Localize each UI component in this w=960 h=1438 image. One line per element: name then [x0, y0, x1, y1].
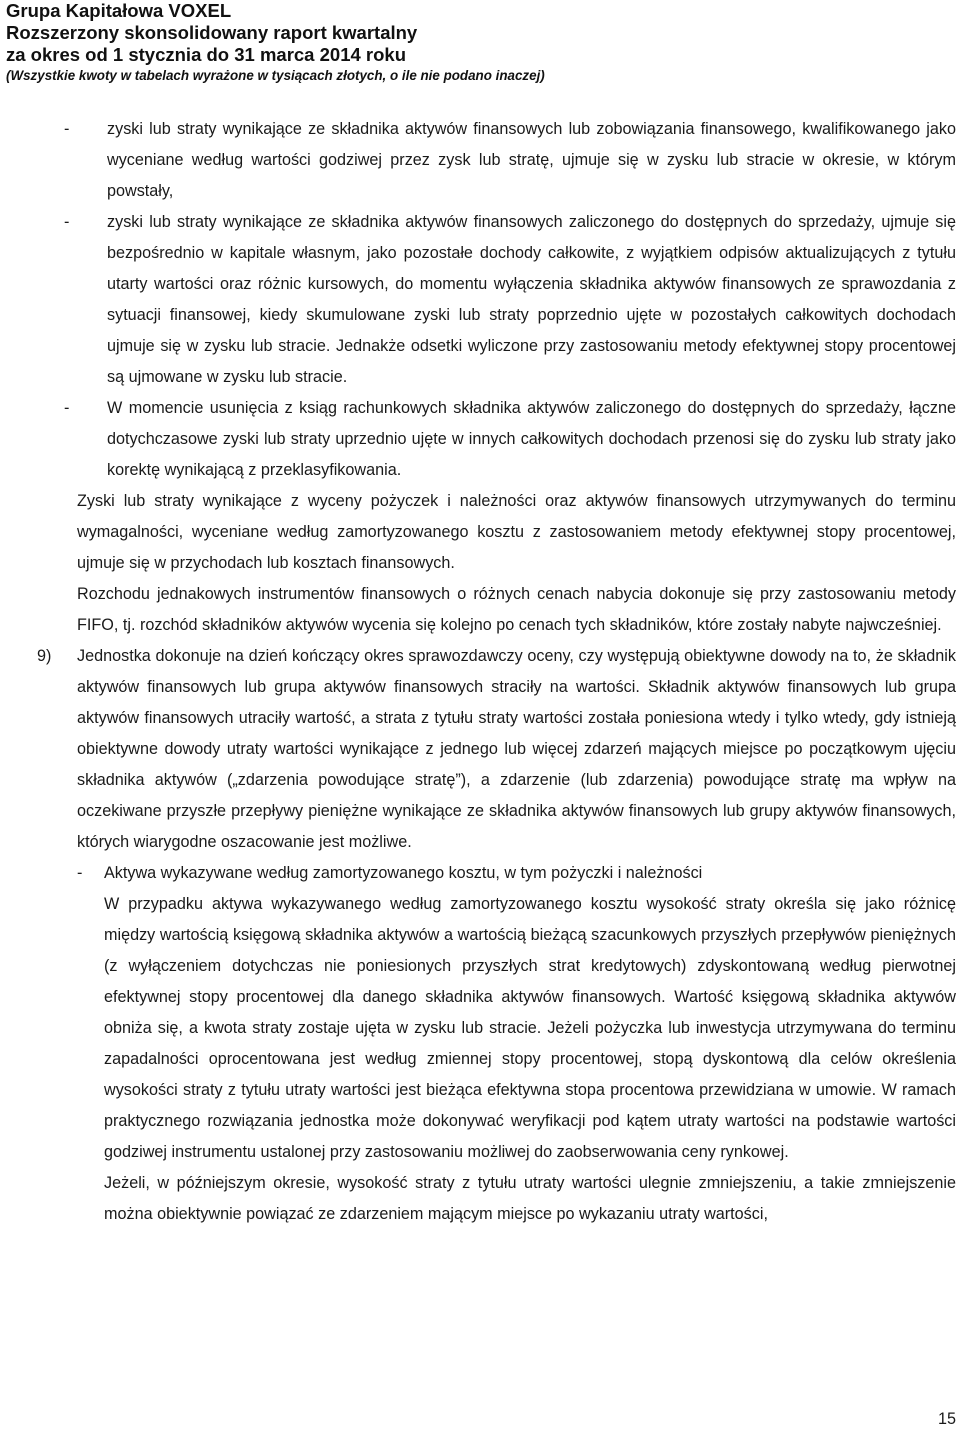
numbered-item-9 [0, 641, 960, 858]
dash-marker: - [64, 399, 70, 417]
list-item-text: W momencie usunięcia z ksiąg rachunkowych składnika aktywów zaliczonego do dostępnych do sprzedaży, łączne dotychczasowe zyski lub straty uprzednio ujęte w innych całkowitych dochodach przenosi się do zysku lub straty jako korektę wynikającą z przeklasyfikowania. [107, 399, 956, 479]
dash-marker: - [64, 120, 70, 138]
report-header [6, 0, 946, 86]
sub-list-item-amortised-cost [0, 858, 960, 889]
list-item-fvtpl-gains [0, 114, 960, 207]
list-item-text: zyski lub straty wynikające ze składnika aktywów finansowych lub zobowiązania finansowego, kwalifikowanego jako wyceniane według wartości godziwej przez zysk lub stratę, ujmuje się w zysku lub stracie w okresie, w którym powstały, [107, 120, 956, 200]
dash-marker: - [64, 213, 70, 231]
list-item-text: zyski lub straty wynikające ze składnika aktywów finansowych zaliczonego do dostępnych do sprzedaży, ujmuje się bezpośrednio w kapitale własnym, jako pozostałe dochody całkowite, z wyjątkiem odpisów aktualizujących z tytułu utarty wartości oraz różnic kursowych, do momentu wyłączenia składnika aktywów finansowych ze sprawozdania z sytuacji finansowej, kiedy skumulowane zyski lub straty poprzednio ujęte w pozostałych całkowitych dochodach ujmuje się w zysku lub stracie. Jednakże odsetki wyliczone przy zastosowaniu metody efektywnej stopy procentowej są ujmowane w zysku lub stracie. [107, 213, 956, 386]
paragraph-fifo: Rozchodu jednakowych instrumentów finansowych o różnych cenach nabycia dokonuje się przy zastosowaniu metody FIFO, tj. rozchód składników aktywów wycenia się kolejno po cenach tych składników, które zostały nabyte najwcześniej. [77, 585, 956, 634]
report-title: Rozszerzony skonsolidowany raport kwartalny [6, 22, 418, 43]
report-period: za okres od 1 stycznia do 31 marca 2014 roku [6, 44, 406, 65]
list-item-afs-gains [0, 207, 960, 393]
company-name: Grupa Kapitałowa VOXEL [6, 0, 232, 21]
document-body [0, 114, 960, 1230]
item-number: 9) [37, 647, 52, 665]
dash-marker: - [77, 864, 83, 882]
paragraph-impairment-reversal: Jeżeli, w późniejszym okresie, wysokość straty z tytułu utraty wartości ulegnie zmniejszeniu, a takie zmniejszenie można obiektywnie powiązać ze zdarzeniem mającym miejsce po wykazaniu utraty wartości, [104, 1174, 956, 1223]
sub-list-item-text: Aktywa wykazywane według zamortyzowanego kosztu, w tym pożyczki i należności [104, 864, 703, 882]
page-number: 15 [937, 1410, 956, 1428]
amounts-note: (Wszystkie kwoty w tabelach wyrażone w tysiącach złotych, o ile nie podano inaczej) [6, 68, 545, 83]
list-item-derecognition [0, 393, 960, 486]
paragraph-impairment-measurement: W przypadku aktywa wykazywanego według zamortyzowanego kosztu wysokość straty określa się jako różnicę między wartością księgową składnika aktywów a wartością bieżącą szacunkowych przyszłych przepływów pieniężnych (z wyłączeniem dotychczas nie poniesionych przyszłych strat kredytowych) zdyskontowaną według pierwotnej efektywnej stopy procentowej dla danego składnika aktywów finansowych. Wartość księgową składnika aktywów obniża się, a kwota straty zostaje ujęta w zysku lub stracie. Jeżeli pożyczka lub inwestycja utrzymywana do terminu zapadalności oprocentowana jest według zmiennej stopy procentowej, stopą dyskontową dla celów określenia wysokości straty z tytułu utraty wartości jest bieżąca efektywna stopa procentowa przewidziana w umowie. W ramach praktycznego rozwiązania jednostka może dokonywać weryfikacji pod kątem utraty wartości na podstawie wartości godziwej instrumentu ustalonej przy zastosowaniu możliwej do zaobserwowania ceny rynkowej. [104, 895, 956, 1161]
numbered-item-text: Jednostka dokonuje na dzień kończący okres sprawozdawczy oceny, czy występują obiektywne dowody na to, że składnik aktywów finansowych lub grupa aktywów finansowych straciły na wartości. Składnik aktywów finansowych lub grupa aktywów finansowych utraciły wartość, a strata z tytułu straty wartości została poniesiona wtedy i tylko wtedy, gdy istnieją obiektywne dowody utraty wartości wynikające z jednego lub więcej zdarzeń mających miejsce po początkowym ujęciu składnika aktywów („zdarzenia powodujące stratę”), a zdarzenie (lub zdarzenia) powodujące stratę ma wpływ na oczekiwane przyszłe przepływy pieniężne wynikające ze składnika aktywów finansowych lub grupy aktywów finansowych, których wiarygodne oszacowanie jest możliwe. [77, 647, 956, 851]
paragraph-loans-receivables: Zyski lub straty wynikające z wyceny pożyczek i należności oraz aktywów finansowych utrzymywanych do terminu wymagalności, wyceniane według zamortyzowanego kosztu z zastosowaniem metody efektywnej stopy procentowej, ujmuje się w przychodach lub kosztach finansowych. [77, 492, 956, 572]
